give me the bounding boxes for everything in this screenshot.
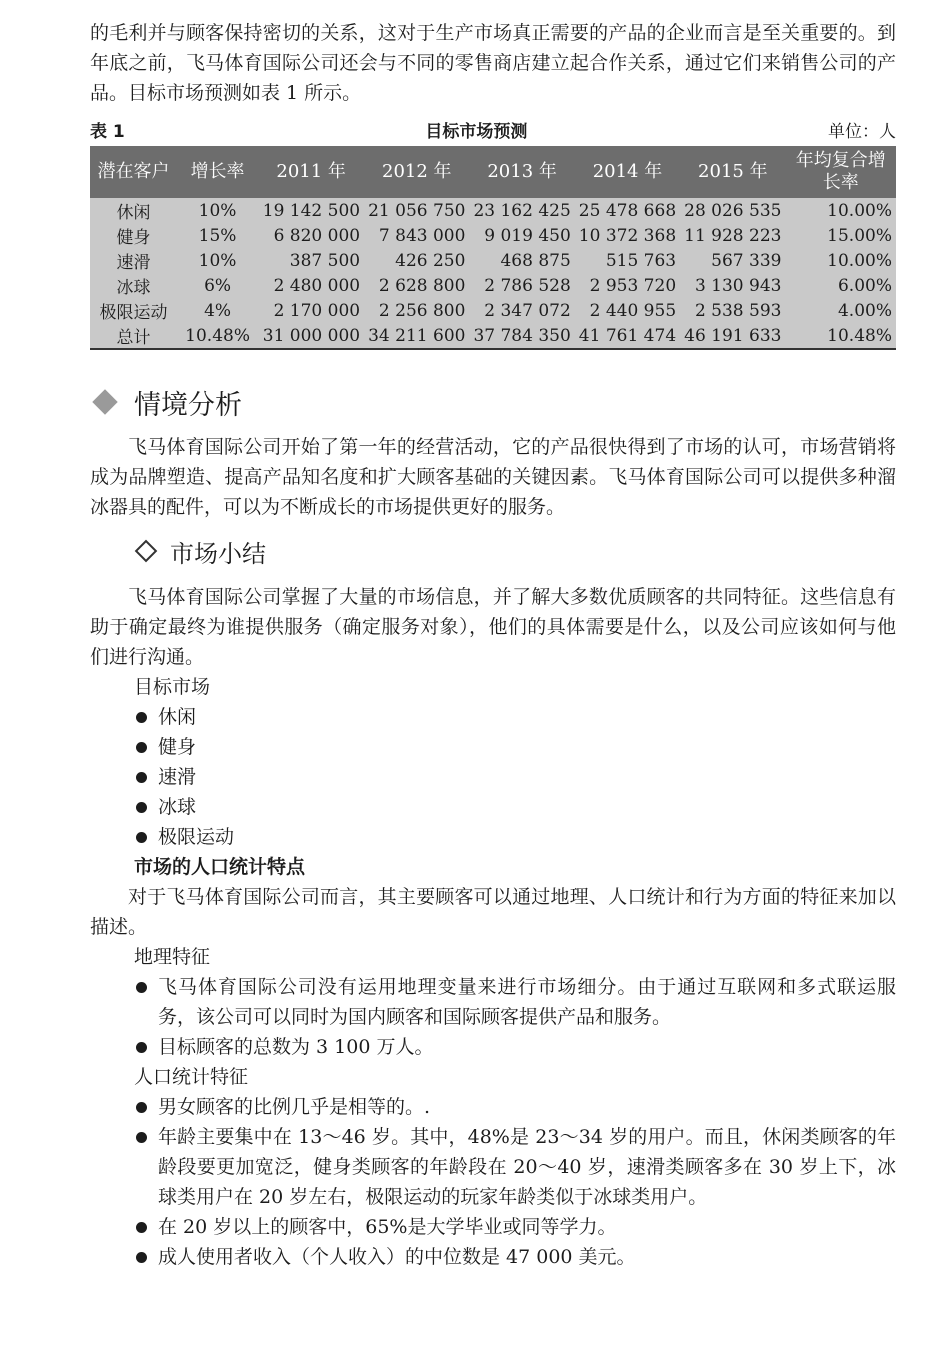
list-item: 成人使用者收入（个人收入）的中位数是 47 000 美元。 xyxy=(134,1242,896,1272)
cell-2011: 31 000 000 xyxy=(258,323,364,349)
list-item: 年龄主要集中在 13～46 岁。其中，48%是 23～34 岁的用户。而且，休闲类顾客的年龄段要更加宽泛，健身类顾客的年龄段在 20～40 岁，速滑类顾客多在 30 岁上下，冰球类用户在 20 岁左右，极限运动的玩家年龄类似于冰球类用户。 xyxy=(134,1122,896,1212)
header-2011: 2011 年 xyxy=(258,146,364,198)
cell-2011: 2 170 000 xyxy=(258,298,364,323)
cell-2014: 2 440 955 xyxy=(575,298,680,323)
table-unit: 单位：人 xyxy=(828,121,896,142)
cell-rate: 10.48% xyxy=(177,323,258,349)
cell-2013: 23 162 425 xyxy=(469,198,574,223)
header-customer: 潜在客户 xyxy=(90,146,177,198)
cell-2012: 7 843 000 xyxy=(364,223,469,248)
cell-2015: 46 191 633 xyxy=(680,323,785,349)
cell-name: 总计 xyxy=(90,323,177,349)
cell-name: 休闲 xyxy=(90,198,177,223)
cell-cagr: 4.00% xyxy=(785,298,896,323)
list-item: 速滑 xyxy=(134,762,896,792)
cell-rate: 10% xyxy=(177,198,258,223)
cell-2012: 21 056 750 xyxy=(364,198,469,223)
list-item: 健身 xyxy=(134,732,896,762)
cell-rate: 4% xyxy=(177,298,258,323)
cell-rate: 10% xyxy=(177,248,258,273)
cell-2011: 19 142 500 xyxy=(258,198,364,223)
cell-2012: 426 250 xyxy=(364,248,469,273)
diamond-icon xyxy=(92,389,117,414)
table-number: 表 1 xyxy=(90,121,125,142)
cell-2013: 468 875 xyxy=(469,248,574,273)
list-item: 在 20 岁以上的顾客中，65%是大学毕业或同等学力。 xyxy=(134,1212,896,1242)
table-row xyxy=(90,223,896,248)
cell-cagr: 10.00% xyxy=(785,198,896,223)
table-title: 目标市场预测 xyxy=(425,121,528,142)
cell-2015: 567 339 xyxy=(680,248,785,273)
cell-2015: 11 928 223 xyxy=(680,223,785,248)
summary-paragraph: 飞马体育国际公司掌握了大量的市场信息，并了解大多数优质顾客的共同特征。这些信息有助于确定最终为谁提供服务（确定服务对象），他们的具体需要是什么，以及公司应该如何与他们进行沟通。 xyxy=(90,586,896,668)
document-page xyxy=(90,18,896,1272)
header-growth-rate: 增长率 xyxy=(177,146,258,198)
cell-2013: 37 784 350 xyxy=(469,323,574,349)
cell-name: 极限运动 xyxy=(90,298,177,323)
population-label: 人口统计特征 xyxy=(134,1066,249,1088)
subsection-heading-summary xyxy=(134,534,896,568)
diamond-outline-icon xyxy=(135,540,158,563)
section-heading-text: 情境分析 xyxy=(134,389,242,421)
cell-2011: 6 820 000 xyxy=(258,223,364,248)
cell-2014: 10 372 368 xyxy=(575,223,680,248)
table-row xyxy=(90,198,896,223)
demographics-heading: 市场的人口统计特点 xyxy=(134,856,306,878)
cell-2012: 2 256 800 xyxy=(364,298,469,323)
cell-2014: 25 478 668 xyxy=(575,198,680,223)
table-row xyxy=(90,273,896,298)
target-market-label: 目标市场 xyxy=(134,676,211,698)
list-item: 男女顾客的比例几乎是相等的。. xyxy=(134,1092,896,1122)
geographic-list xyxy=(90,972,896,1062)
cell-rate: 6% xyxy=(177,273,258,298)
market-forecast-table xyxy=(90,146,896,350)
cell-2015: 28 026 535 xyxy=(680,198,785,223)
cell-2013: 2 347 072 xyxy=(469,298,574,323)
cell-2012: 2 628 800 xyxy=(364,273,469,298)
list-item: 目标顾客的总数为 3 100 万人。 xyxy=(134,1032,896,1062)
cell-2011: 2 480 000 xyxy=(258,273,364,298)
cell-2014: 41 761 474 xyxy=(575,323,680,349)
header-2013: 2013 年 xyxy=(469,146,574,198)
header-2012: 2012 年 xyxy=(364,146,469,198)
list-item: 飞马体育国际公司没有运用地理变量来进行市场细分。由于通过互联网和多式联运服务，该公司可以同时为国内顾客和国际顾客提供产品和服务。 xyxy=(134,972,896,1032)
geographic-label: 地理特征 xyxy=(134,946,211,968)
population-list xyxy=(90,1092,896,1272)
section-heading-situation xyxy=(90,384,896,420)
cell-cagr: 10.00% xyxy=(785,248,896,273)
cell-name: 健身 xyxy=(90,223,177,248)
table-row xyxy=(90,298,896,323)
cell-rate: 15% xyxy=(177,223,258,248)
cell-2014: 2 953 720 xyxy=(575,273,680,298)
header-2015: 2015 年 xyxy=(680,146,785,198)
cell-2014: 515 763 xyxy=(575,248,680,273)
cell-cagr: 10.48% xyxy=(785,323,896,349)
cell-2012: 34 211 600 xyxy=(364,323,469,349)
table-caption xyxy=(90,116,896,142)
situation-paragraph: 飞马体育国际公司开始了第一年的经营活动，它的产品很快得到了市场的认可，市场营销将成为品牌塑造、提高产品知名度和扩大顾客基础的关键因素。飞马体育国际公司可以提供多种溜冰器具的配件，可以为不断成长的市场提供更好的服务。 xyxy=(90,436,896,518)
cell-cagr: 15.00% xyxy=(785,223,896,248)
cell-cagr: 6.00% xyxy=(785,273,896,298)
cell-2011: 387 500 xyxy=(258,248,364,273)
list-item: 极限运动 xyxy=(134,822,896,852)
demographics-paragraph: 对于飞马体育国际公司而言，其主要顾客可以通过地理、人口统计和行为方面的特征来加以描述。 xyxy=(90,886,896,938)
list-item: 休闲 xyxy=(134,702,896,732)
cell-2015: 3 130 943 xyxy=(680,273,785,298)
intro-paragraph: 的毛利并与顾客保持密切的关系，这对于生产市场真正需要的产品的企业而言是至关重要的。到年底之前，飞马体育国际公司还会与不同的零售商店建立起合作关系，通过它们来销售公司的产品。目标市场预测如表 1 所示。 xyxy=(90,22,896,104)
subsection-heading-text: 市场小结 xyxy=(170,539,266,568)
cell-2015: 2 538 593 xyxy=(680,298,785,323)
table-total-row xyxy=(90,323,896,349)
cell-name: 冰球 xyxy=(90,273,177,298)
list-item: 冰球 xyxy=(134,792,896,822)
table-row xyxy=(90,248,896,273)
cell-2013: 2 786 528 xyxy=(469,273,574,298)
cell-name: 速滑 xyxy=(90,248,177,273)
header-cagr: 年均复合增长率 xyxy=(785,146,896,198)
header-2014: 2014 年 xyxy=(575,146,680,198)
cell-2013: 9 019 450 xyxy=(469,223,574,248)
table-header-row xyxy=(90,146,896,198)
target-market-list xyxy=(90,702,896,852)
